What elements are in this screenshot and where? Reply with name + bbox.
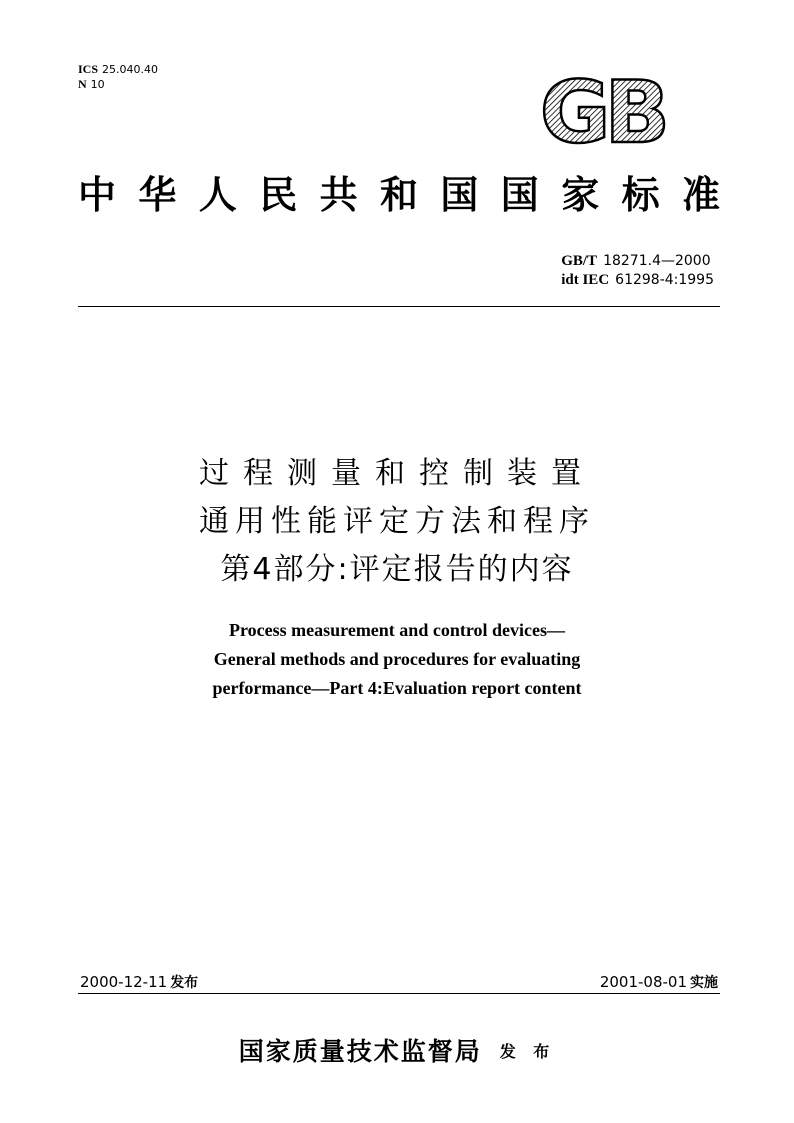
idt-row [561, 271, 714, 290]
chinese-title-line-2: 通用性能评定方法和程序 [199, 504, 595, 539]
issue-date-suffix: 发布 [170, 975, 199, 991]
standard-numbers [561, 252, 714, 290]
classification-codes [78, 62, 158, 92]
gb-number-row [561, 252, 714, 271]
gb-logo-text: GB [539, 70, 665, 150]
issuing-authority [0, 1032, 794, 1068]
issue-date-value: 2000-12-11 [80, 973, 168, 991]
ics-code: 25.040.40 [102, 63, 158, 76]
english-title-line-3: performance—Part 4:Evaluation report content [212, 678, 582, 698]
n-row [78, 77, 158, 92]
issue-date [80, 972, 198, 992]
english-title [0, 616, 794, 703]
n-code: 10 [90, 78, 105, 91]
chinese-title [0, 450, 794, 594]
gb-code: 18271.4—2000 [603, 253, 711, 269]
idt-code: 61298-4:1995 [615, 272, 714, 288]
implementation-date-value: 2001-08-01 [599, 973, 687, 991]
implementation-date [600, 972, 718, 992]
idt-label: idt IEC [561, 272, 610, 288]
bottom-divider [78, 993, 720, 994]
english-title-line-2: General methods and procedures for evaluating [213, 649, 581, 669]
ics-row [78, 62, 158, 77]
top-divider [78, 306, 720, 307]
issuer-action: 发 布 [499, 1042, 556, 1061]
gb-label: GB/T [561, 253, 598, 269]
gb-logo [528, 70, 676, 150]
chinese-title-line-3: 第4部分:评定报告的内容 [220, 552, 574, 587]
issuer-name: 国家质量技术监督局 [238, 1037, 482, 1066]
chinese-title-line-1: 过程测量和控制装置 [199, 456, 595, 491]
implementation-date-suffix: 实施 [690, 975, 718, 991]
english-title-line-1: Process measurement and control devices— [229, 620, 565, 640]
ics-label: ICS [78, 62, 99, 76]
national-standard-heading: 中华人民共和国国家标准 [78, 172, 720, 217]
n-label: N [78, 77, 87, 91]
